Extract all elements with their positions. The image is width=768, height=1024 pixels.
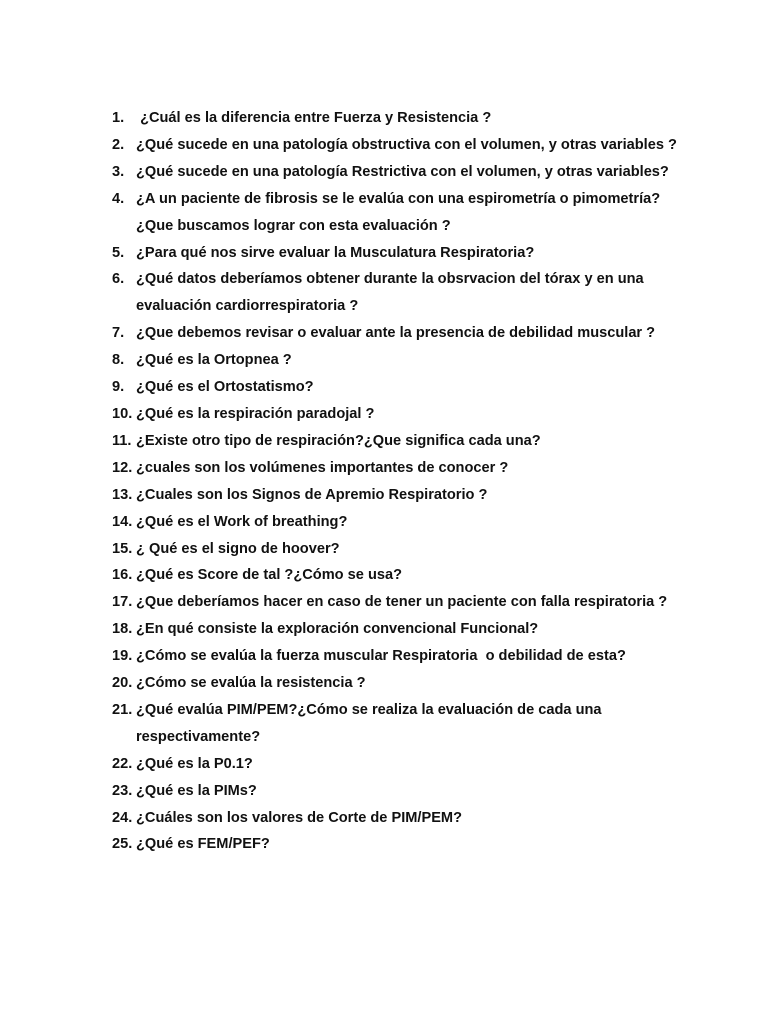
question-item [112, 132, 692, 159]
question-text: ¿Qué es la P0.1? [136, 755, 253, 772]
question-item [112, 616, 692, 643]
question-text: ¿Qué sucede en una patología Restrictiva con el volumen, y otras variables? [136, 163, 669, 180]
question-item [112, 778, 692, 805]
question-text: ¿Qué es FEM/PEF? [136, 836, 270, 853]
question-text: ¿Qué sucede en una patología obstructiva con el volumen, y otras variables ? [136, 136, 677, 153]
question-text: ¿Qué es la PIMs? [136, 782, 257, 799]
question-item [112, 805, 692, 832]
question-text: ¿Qué es Score de tal ?¿Cómo se usa? [136, 567, 403, 584]
question-number: 11. [112, 432, 132, 449]
question-item [112, 240, 692, 267]
question-text: ¿Qué es la respiración paradojal ? [136, 405, 375, 422]
question-text: ¿En qué consiste la exploración convencional Funcional? [136, 621, 539, 638]
question-item [112, 509, 692, 536]
question-item [112, 831, 692, 858]
question-item [112, 589, 692, 616]
question-number: 3. [112, 163, 125, 180]
question-text: ¿Qué evalúa PIM/PEM?¿Cómo se realiza la evaluación de cada una respectivamente? [136, 701, 606, 745]
question-number: 14. [112, 513, 133, 530]
question-item [112, 697, 692, 751]
question-text: ¿Que debemos revisar o evaluar ante la presencia de debilidad muscular ? [136, 325, 656, 342]
question-item [112, 643, 692, 670]
question-number: 1. [112, 110, 125, 126]
question-number: 12. [112, 459, 133, 476]
question-text: ¿Qué es la Ortopnea ? [136, 352, 292, 369]
question-item [112, 347, 692, 374]
question-item [112, 105, 692, 132]
question-text: ¿Existe otro tipo de respiración?¿Que significa cada una? [136, 432, 541, 449]
question-item [112, 374, 692, 401]
question-item [112, 186, 692, 240]
question-number: 21. [112, 701, 133, 718]
question-item [112, 562, 692, 589]
question-text: ¿Para qué nos sirve evaluar la Musculatura Respiratoria? [136, 244, 535, 261]
question-number: 9. [112, 379, 125, 396]
question-text: ¿Qué es el Ortostatismo? [136, 379, 314, 396]
question-number: 6. [112, 271, 125, 288]
question-item [112, 428, 692, 455]
question-number: 19. [112, 648, 133, 665]
question-number: 25. [112, 836, 133, 853]
question-list [112, 105, 692, 858]
question-number: 22. [112, 755, 133, 772]
question-number: 13. [112, 486, 133, 503]
question-text: ¿Qué datos deberíamos obtener durante la obsrvacion del tórax y en una evaluación cardiorrespiratoria ? [136, 271, 648, 315]
question-number: 20. [112, 675, 133, 692]
question-number: 10. [112, 405, 133, 422]
question-item [112, 159, 692, 186]
question-item [112, 751, 692, 778]
question-item [112, 455, 692, 482]
question-text: ¿A un paciente de fibrosis se le evalúa con una espirometría o pimometría?¿Que buscamos lograr con esta evaluación ? [136, 190, 661, 234]
question-number: 7. [112, 325, 125, 342]
question-number: 8. [112, 352, 125, 369]
question-item [112, 482, 692, 509]
question-number: 18. [112, 621, 133, 638]
question-number: 2. [112, 136, 125, 153]
question-text: ¿Cómo se evalúa la resistencia ? [136, 675, 366, 692]
question-item [112, 536, 692, 563]
question-number: 5. [112, 244, 125, 261]
question-text: ¿Cuál es la diferencia entre Fuerza y Resistencia ? [136, 110, 492, 126]
question-number: 15. [112, 540, 133, 557]
question-item [112, 670, 692, 697]
question-text: ¿Cuales son los Signos de Apremio Respiratorio ? [136, 486, 488, 503]
question-text: ¿ Qué es el signo de hoover? [136, 540, 340, 557]
question-item [112, 266, 692, 320]
question-number: 17. [112, 594, 133, 611]
question-number: 16. [112, 567, 133, 584]
question-text: ¿Cómo se evalúa la fuerza muscular Respiratoria o debilidad de esta? [136, 648, 626, 665]
question-item [112, 320, 692, 347]
question-number: 24. [112, 809, 133, 826]
question-number: 23. [112, 782, 133, 799]
question-text: ¿Qué es el Work of breathing? [136, 513, 348, 530]
question-item [112, 401, 692, 428]
question-text: ¿cuales son los volúmenes importantes de conocer ? [136, 459, 509, 476]
question-text: ¿Que deberíamos hacer en caso de tener un paciente con falla respiratoria ? [136, 594, 668, 611]
question-text: ¿Cuáles son los valores de Corte de PIM/PEM? [136, 809, 463, 826]
question-number: 4. [112, 190, 125, 207]
